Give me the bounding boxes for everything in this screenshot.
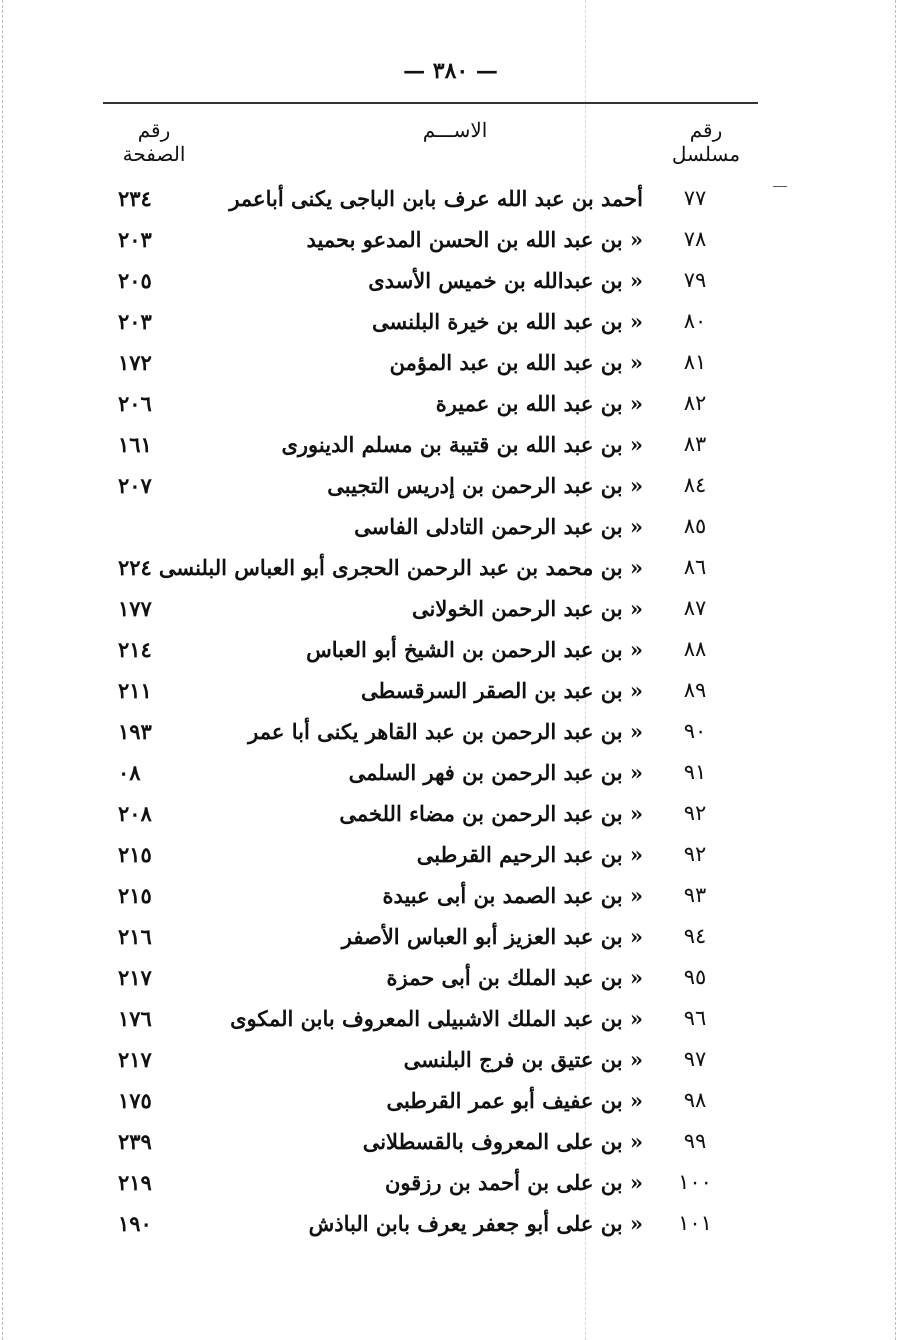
page-reference: ٢١٤ — [118, 637, 152, 662]
person-name: « بن عبد بن الصقر السرقسطى — [361, 678, 643, 703]
index-row — [0, 959, 901, 1000]
index-row — [0, 836, 901, 877]
person-name: « بن عبدالله بن خميس الأسدى — [368, 268, 643, 293]
page-reference: ١٩٣ — [118, 719, 152, 744]
page-reference: ٢٠٣ — [118, 227, 152, 252]
serial-number: ٧٧ — [683, 186, 707, 210]
index-row — [0, 508, 901, 549]
index-row — [0, 467, 901, 508]
page-column-header: رقم الصفحة — [122, 118, 186, 166]
person-name: « بن على بن أحمد بن رزقون — [384, 1170, 643, 1195]
person-name: « بن عبد الرحمن بن فهر السلمى — [348, 760, 643, 785]
page-reference: ٢٠٨ — [118, 801, 152, 826]
page-number: — ٣٨٠ — — [403, 58, 498, 84]
serial-column-header: رقم مسلسل — [671, 118, 741, 166]
index-row — [0, 918, 901, 959]
index-row — [0, 713, 901, 754]
page-reference: ٢٠٣ — [118, 309, 152, 334]
page-reference: ٢٣٤ — [118, 186, 152, 211]
person-name: « بن عبد الله بن الحسن المدعو بحميد — [306, 227, 643, 252]
serial-number: ٩١ — [683, 760, 707, 784]
serial-number: ٩٧ — [683, 1047, 707, 1071]
person-name: « بن على المعروف بالقسطلانى — [362, 1129, 643, 1154]
serial-number: ٨٩ — [683, 678, 707, 702]
index-row — [0, 1041, 901, 1082]
serial-number: ٩٥ — [683, 965, 707, 989]
person-name: أحمد بن عبد الله عرف بابن الباجى يكنى أباعمر — [229, 186, 643, 211]
page-reference: ٢١٦ — [118, 924, 152, 949]
serial-number: ٩٨ — [683, 1088, 707, 1112]
person-name: « بن عبد الرحمن بن عبد القاهر يكنى أبا عمر — [248, 719, 643, 744]
person-name: « بن عبد العزيز أبو العباس الأصفر — [341, 924, 643, 949]
page-reference: ٢٠٧ — [118, 473, 152, 498]
index-row — [0, 631, 901, 672]
serial-number: ٩٣ — [683, 883, 707, 907]
index-table — [0, 180, 901, 1246]
serial-number: ٩٢ — [683, 801, 707, 825]
index-row — [0, 795, 901, 836]
person-name: « بن عبد الله بن عبد المؤمن — [389, 350, 643, 375]
page-reference: ٠٨ — [118, 760, 141, 785]
serial-number: ١٠٠ — [678, 1170, 712, 1194]
person-name: « بن عبد الرحمن بن مضاء اللخمى — [339, 801, 643, 826]
page-reference: ١٧٥ — [118, 1088, 152, 1113]
index-row — [0, 877, 901, 918]
serial-number: ١٠١ — [678, 1211, 712, 1235]
person-name: « بن عبد الملك الاشبيلى المعروف بابن المكوى — [230, 1006, 643, 1031]
page-reference: ٢١١ — [118, 678, 152, 703]
page-reference: ٢٠٦ — [118, 391, 152, 416]
index-row — [0, 303, 901, 344]
index-row — [0, 590, 901, 631]
person-name: « بن عبد الصمد بن أبى عبيدة — [382, 883, 643, 908]
page-reference: ٢٢٤ — [118, 555, 152, 580]
person-name: « بن عبد الله بن عميرة — [435, 391, 643, 416]
header-rule — [103, 102, 758, 104]
page-reference: ١٦١ — [118, 432, 152, 457]
index-row — [0, 1205, 901, 1246]
index-row — [0, 344, 901, 385]
person-name: « بن عتيق بن فرج البلنسى — [403, 1047, 643, 1072]
serial-number: ٩٠ — [683, 719, 707, 743]
index-row — [0, 262, 901, 303]
serial-number: ٩٢ — [683, 842, 707, 866]
index-row — [0, 672, 901, 713]
serial-number: ٨٣ — [683, 432, 707, 456]
index-row — [0, 754, 901, 795]
serial-number: ٧٩ — [683, 268, 707, 292]
serial-number: ٨٢ — [683, 391, 707, 415]
serial-number: ٨٤ — [683, 473, 707, 497]
person-name: « بن عبد الرحمن التادلى الفاسى — [354, 514, 643, 539]
serial-number: ٨٥ — [683, 514, 707, 538]
serial-number: ٩٦ — [683, 1006, 707, 1030]
page-reference: ٢٠٥ — [118, 268, 152, 293]
page-reference: ٢١٩ — [118, 1170, 152, 1195]
serial-number: ٩٤ — [683, 924, 707, 948]
person-name: « بن عبد الله بن خيرة البلنسى — [372, 309, 643, 334]
index-row — [0, 549, 901, 590]
person-name: « بن عبد الرحيم القرطبى — [416, 842, 643, 867]
page-reference: ١٧٧ — [118, 596, 152, 621]
index-row — [0, 221, 901, 262]
page-reference: ٢١٧ — [118, 1047, 152, 1072]
serial-number: ٧٨ — [683, 227, 707, 251]
person-name: « بن محمد بن عبد الرحمن الحجرى أبو العباس البلنسى — [158, 555, 643, 580]
index-row — [0, 1082, 901, 1123]
serial-number: ٨١ — [683, 350, 707, 374]
page-reference: ١٧٦ — [118, 1006, 152, 1031]
page-reference: ٢١٥ — [118, 842, 152, 867]
page-reference: ٢٣٩ — [118, 1129, 152, 1154]
person-name: « بن عبد الملك بن أبى حمزة — [386, 965, 643, 990]
person-name: « بن عبد الرحمن بن إدريس التجيبى — [327, 473, 643, 498]
index-row — [0, 180, 901, 221]
name-column-header: الاســـم — [422, 118, 488, 142]
page-reference: ٢١٧ — [118, 965, 152, 990]
person-name: « بن عفيف أبو عمر القرطبى — [386, 1088, 643, 1113]
index-row — [0, 1000, 901, 1041]
person-name: « بن عبد الله بن قتيبة بن مسلم الدينورى — [281, 432, 643, 457]
serial-number: ٨٧ — [683, 596, 707, 620]
index-row — [0, 1123, 901, 1164]
serial-number: ٨٦ — [683, 555, 707, 579]
index-row — [0, 1164, 901, 1205]
serial-number: ٨٨ — [683, 637, 707, 661]
person-name: « بن عبد الرحمن بن الشيخ أبو العباس — [306, 637, 643, 662]
page-reference: ١٩٠ — [118, 1211, 152, 1236]
person-name: « بن عبد الرحمن الخولانى — [412, 596, 643, 621]
index-row — [0, 385, 901, 426]
serial-number: ٩٩ — [683, 1129, 707, 1153]
page-reference: ١٧٢ — [118, 350, 152, 375]
page-reference: ٢١٥ — [118, 883, 152, 908]
serial-number: ٨٠ — [683, 309, 707, 333]
person-name: « بن على أبو جعفر يعرف بابن الباذش — [308, 1211, 643, 1236]
index-row — [0, 426, 901, 467]
